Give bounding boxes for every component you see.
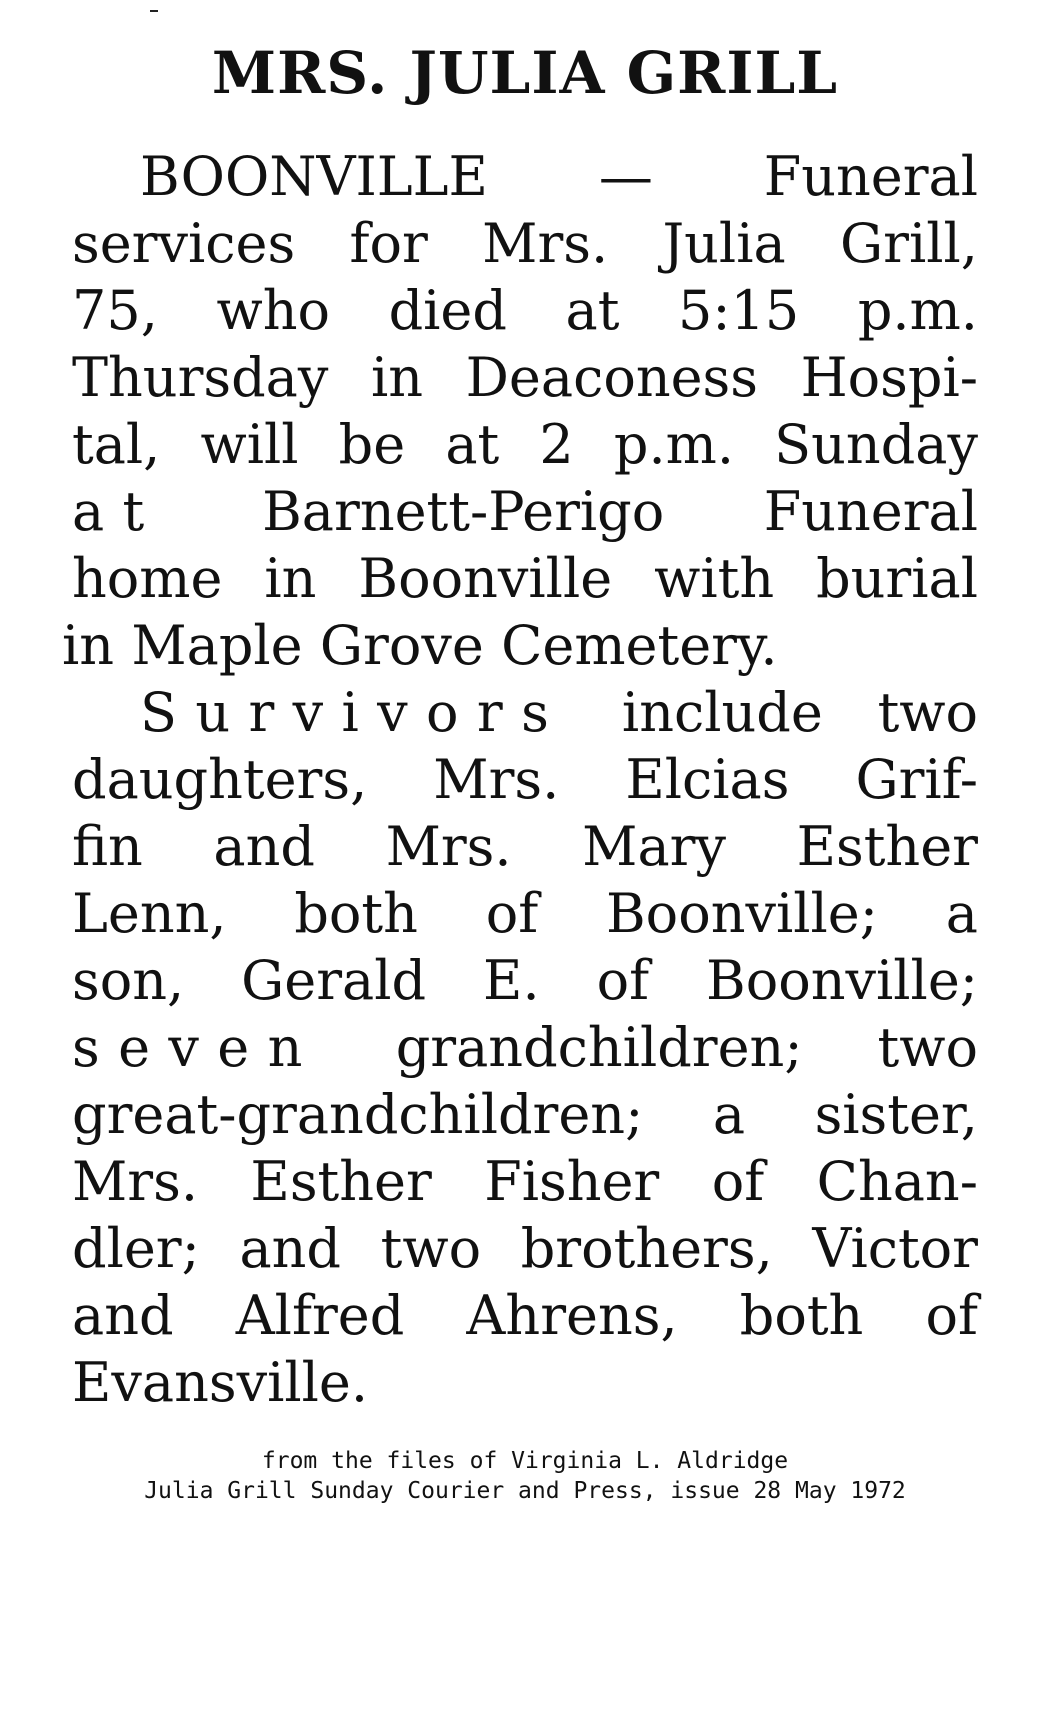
- body-line: [72, 1011, 978, 1085]
- body-word: Hospi-: [800, 346, 978, 409]
- body-word: Grove: [319, 614, 484, 677]
- body-line: [72, 743, 978, 817]
- body-word: and: [239, 1217, 341, 1280]
- body-word: Fisher: [484, 1150, 660, 1213]
- body-word: with: [654, 547, 775, 610]
- body-line: [72, 1145, 978, 1219]
- body-word: brothers,: [520, 1217, 773, 1280]
- body-word: in: [370, 346, 424, 409]
- body-word: son,: [72, 949, 185, 1012]
- body-line: [62, 609, 968, 683]
- body-line: [72, 207, 978, 281]
- body-word: Esther: [250, 1150, 432, 1213]
- body-word: tal,: [72, 413, 161, 476]
- body-word: a: [945, 882, 978, 945]
- body-word: Julia: [662, 212, 786, 275]
- body-line: [72, 877, 978, 951]
- body-word: 75,: [72, 279, 158, 342]
- body-word: Grill,: [840, 212, 978, 275]
- body-word: at: [565, 279, 620, 342]
- body-word: grandchildren;: [395, 1016, 803, 1079]
- body-word: Barnett-Perigo: [262, 480, 665, 543]
- caption-source-line: from the files of Virginia L. Aldridge: [261, 1448, 789, 1474]
- body-line: [72, 475, 978, 549]
- body-word: Deaconess: [465, 346, 758, 409]
- body-word: Mary: [582, 815, 726, 878]
- body-line: [72, 1212, 978, 1286]
- body-word: Boonville: [358, 547, 613, 610]
- obituary-headline: MRS. JULIA GRILL: [211, 39, 839, 107]
- body-line: [72, 810, 978, 884]
- body-word: Alfred: [235, 1284, 405, 1347]
- body-word: p.m.: [613, 413, 734, 476]
- body-word: both: [294, 882, 418, 945]
- body-word: home: [72, 547, 223, 610]
- body-word: E.: [483, 949, 540, 1012]
- body-word: of: [925, 1284, 978, 1347]
- body-word: both: [739, 1284, 864, 1347]
- body-word: Funeral: [763, 480, 978, 543]
- body-word: who: [216, 279, 330, 342]
- body-word: Lenn,: [72, 882, 227, 945]
- body-word: Sunday: [774, 413, 978, 476]
- body-word: Mrs.: [385, 815, 512, 878]
- body-word: and: [72, 1284, 174, 1347]
- body-word: burial: [816, 547, 978, 610]
- body-word: Boonville;: [606, 882, 878, 945]
- body-word: daughters,: [72, 748, 368, 811]
- body-word: p.m.: [857, 279, 978, 342]
- body-word: Evansville.: [72, 1351, 369, 1414]
- body-line: [72, 408, 978, 482]
- body-word: Esther: [796, 815, 978, 878]
- body-line: [72, 542, 978, 616]
- body-word: died: [388, 279, 507, 342]
- body-word: two: [380, 1217, 482, 1280]
- body-word: include: [621, 681, 823, 744]
- body-line: [140, 676, 978, 750]
- body-word: Mrs.: [482, 212, 609, 275]
- body-line: [72, 341, 978, 415]
- body-word: great-grandchildren;: [72, 1083, 644, 1146]
- body-word: services: [72, 212, 296, 275]
- body-word: Ahrens,: [466, 1284, 678, 1347]
- body-word: for: [349, 212, 428, 275]
- body-line: [72, 1279, 978, 1353]
- body-word: at: [445, 413, 500, 476]
- body-word: in: [62, 614, 115, 677]
- body-word: in: [264, 547, 317, 610]
- body-word: two: [877, 1016, 978, 1079]
- body-word: Maple: [131, 614, 303, 677]
- body-word: Victor: [812, 1217, 978, 1280]
- body-word: dler;: [72, 1217, 200, 1280]
- print-speck: [150, 10, 158, 12]
- body-word: Thursday: [72, 346, 329, 409]
- body-word: be: [338, 413, 406, 476]
- body-word: Mrs.: [72, 1150, 198, 1213]
- body-word: of: [711, 1150, 765, 1213]
- body-word: fin: [72, 815, 143, 878]
- body-word: of: [485, 882, 539, 945]
- body-word: Chan-: [816, 1150, 978, 1213]
- body-word: Gerald: [241, 949, 427, 1012]
- body-word: of: [596, 949, 650, 1012]
- body-word: Elcias: [625, 748, 790, 811]
- body-word: and: [213, 815, 315, 878]
- body-word: Grif-: [855, 748, 978, 811]
- body-word: —: [598, 145, 653, 208]
- body-word: will: [200, 413, 299, 476]
- body-word: seven: [72, 1016, 321, 1079]
- body-word: Mrs.: [433, 748, 560, 811]
- body-word: BOONVILLE: [140, 145, 488, 208]
- body-word: sister,: [814, 1083, 978, 1146]
- body-word: at: [72, 480, 163, 543]
- body-word: Survivors: [140, 681, 568, 744]
- body-word: 2: [539, 413, 574, 476]
- body-word: 5:15: [678, 279, 800, 342]
- body-word: Funeral: [763, 145, 978, 208]
- body-line: [72, 274, 978, 348]
- body-line: [72, 1346, 978, 1420]
- body-word: Cemetery.: [501, 614, 778, 677]
- body-word: a: [712, 1083, 746, 1146]
- body-line: [140, 140, 978, 214]
- body-word: Boonville;: [706, 949, 978, 1012]
- body-line: [72, 944, 978, 1018]
- body-word: two: [877, 681, 978, 744]
- caption-publication-line: Julia Grill Sunday Courier and Press, issue 28 May 1972: [144, 1478, 906, 1504]
- body-line: [72, 1078, 978, 1152]
